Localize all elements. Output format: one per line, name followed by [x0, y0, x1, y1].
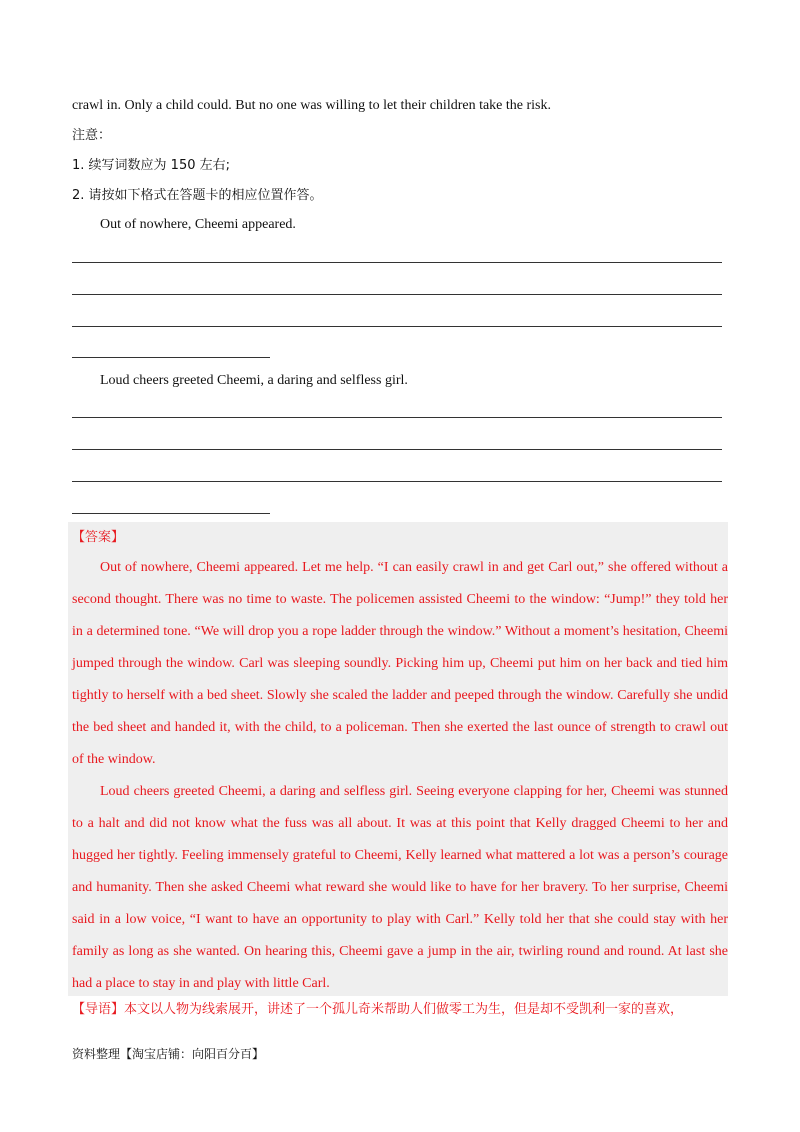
note-item-1: 1. 续写词数应为 150 左右;: [72, 158, 230, 173]
guide-text: 【导语】本文以人物为线索展开，讲述了一个孤儿奇米帮助人们做零工为生，但是却不受凯利一家的喜欢，: [72, 1002, 684, 1017]
answer-paragraph-2: Loud cheers greeted Cheemi, a daring and selfless girl. Seeing everyone clapping for her, Cheemi was stunned to a halt and did not know what the fuss was all about. It was at this point that Kelly dragged Cheemi to her and hugged her tightly. Feeling immensely grateful to Cheemi, Kelly learned what mattered a lot was a person’s courage and humanity. Then she asked Cheemi what reward she would like to have for her bravery. To her surprise, Cheemi said in a low voice, “I want to have an opportunity to play with Carl.” Kelly told her that she could stay with her family as long as she wanted. On hearing this, Cheemi gave a jump in the air, twirling round and round. At last she had a place to stay in and play with little Carl.: [72, 784, 728, 991]
note-label: 注意：: [72, 128, 112, 143]
answer-tag: 【答案】: [72, 530, 125, 545]
answer-section: [72, 526, 728, 1000]
writing-line: [72, 449, 722, 450]
writing-line: [72, 417, 722, 418]
answer-paragraph-1: Out of nowhere, Cheemi appeared. Let me help. “I can easily crawl in and get Carl out,” she offered without a second thought. There was no time to waste. The policemen assisted Cheemi to the window: “Jump!” they told her in a determined tone. “We will drop you a rope ladder through the window.” Without a moment’s hesitation, Cheemi jumped through the window. Carl was sleeping soundly. Picking him up, Cheemi put him on her back and tied him tightly to herself with a bed sheet. Slowly she scaled the ladder and peeped through the window. Carefully she undid the bed sheet and handed it, with the child, to a policeman. Then she exerted the last ounce of strength to crawl out of the window.: [72, 560, 728, 767]
writing-line: [72, 481, 722, 482]
note-item-2: 2. 请按如下格式在答题卡的相应位置作答。: [72, 188, 323, 203]
writing-line: [72, 513, 270, 514]
footer-source: 资料整理【淘宝店铺：向阳百分百】: [72, 1047, 265, 1061]
paragraph-2-opening: Loud cheers greeted Cheemi, a daring and selfless girl.: [100, 373, 408, 388]
writing-line: [72, 357, 270, 358]
paragraph-1-opening: Out of nowhere, Cheemi appeared.: [100, 217, 296, 232]
writing-line: [72, 294, 722, 295]
story-continuation-line: crawl in. Only a child could. But no one was willing to let their children take the risk.: [72, 98, 552, 113]
writing-line: [72, 326, 722, 327]
writing-line: [72, 262, 722, 263]
